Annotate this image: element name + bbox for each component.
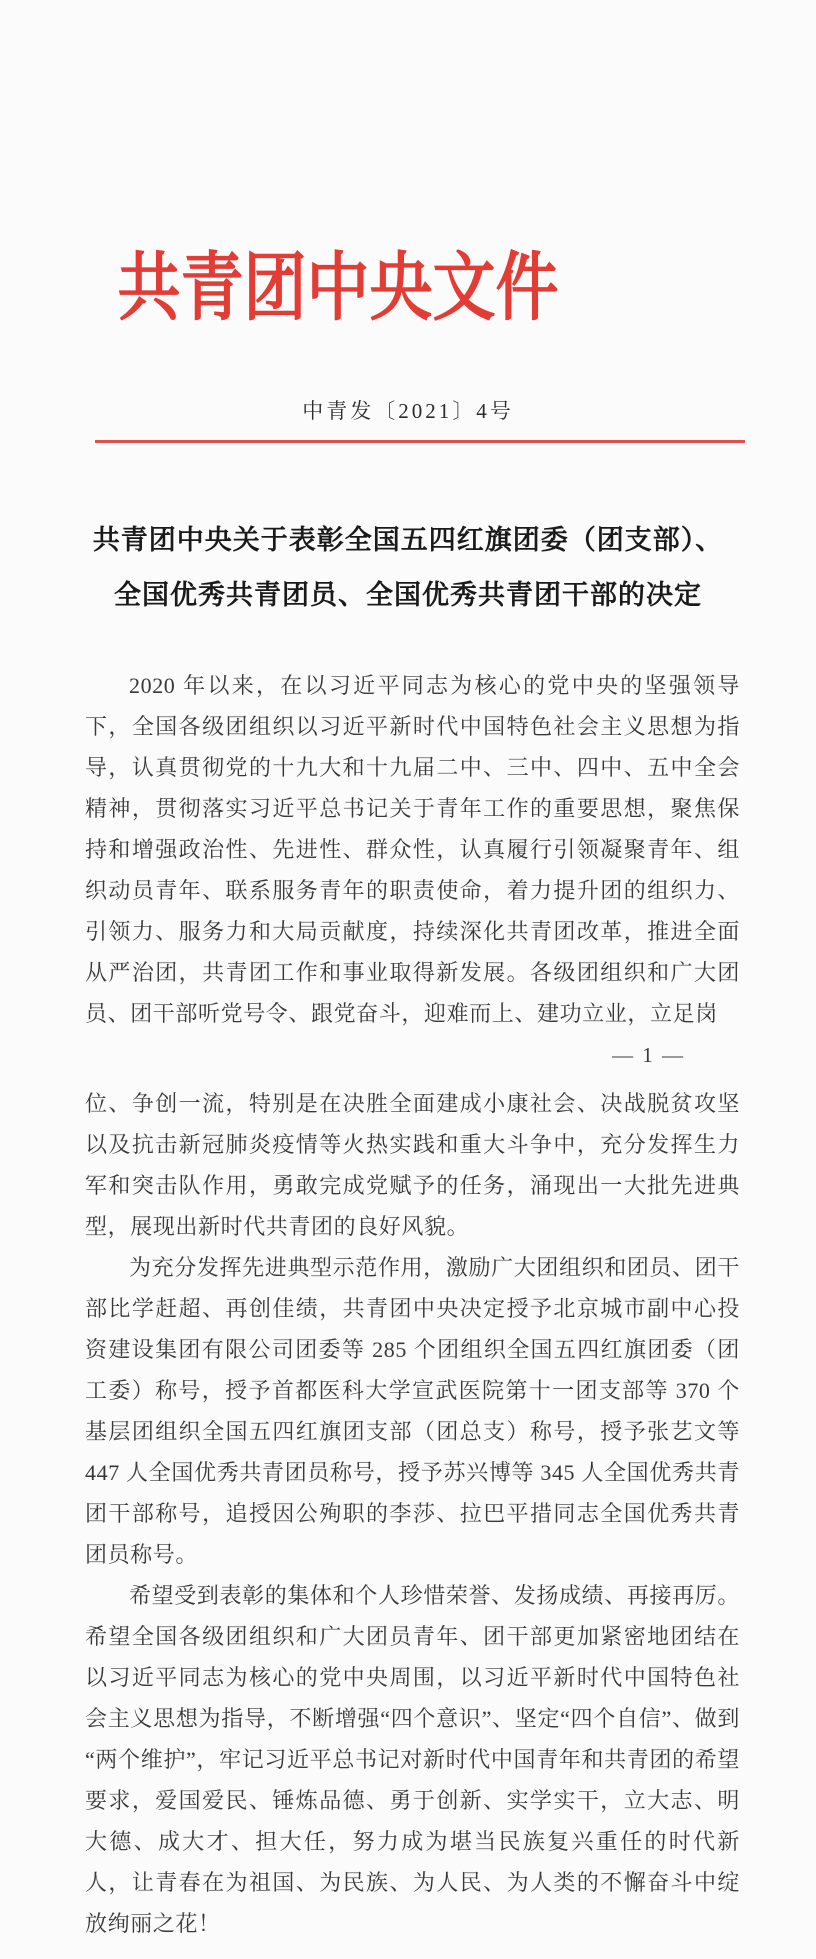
red-divider-line [95, 440, 745, 443]
letterhead-title: 共青团中央文件 [117, 246, 559, 330]
document-title-line2: 全国优秀共青团员、全国优秀共青团干部的决定 [114, 580, 702, 610]
body-paragraph-1-continued: 位、争创一流，特别是在决胜全面建成小康社会、决战脱贫攻坚以及抗击新冠肺炎疫情等火热实践和重大斗争中，充分发挥生力军和突击队作用，勇敢完成党赋予的任务，涌现出一大批先进典型，展现出新时代共青团的良好风貌。 [85, 1091, 740, 1239]
body-paragraph-2: 为充分发挥先进典型示范作用，激励广大团组织和团员、团干部比学赶超、再创佳绩，共青团中央决定授予北京城市副中心投资建设集团有限公司团委等 285 个团组织全国五四红旗团委（团工委）称号，授予首都医科大学宣武医院第十一团支部等 370 个基层团组织全国五四红旗团支部（团总支）称号，授予张艺文等 447 人全国优秀共青团员称号，授予苏兴博等 345 人全国优秀共青团干部称号，追授因公殉职的李莎、拉巴平措同志全国优秀共青团员称号。 [85, 1255, 740, 1567]
document-title [40, 513, 776, 623]
body-paragraph-3: 希望受到表彰的集体和个人珍惜荣誉、发扬成绩、再接再厉。希望全国各级团组织和广大团员青年、团干部更加紧密地团结在以习近平同志为核心的党中央周围，以习近平新时代中国特色社会主义思想为指导，不断增强“四个意识”、坚定“四个自信”、做到“两个维护”，牢记习近平总书记对新时代中国青年和共青团的希望要求，爱国爱民、锤炼品德、勇于创新、实学实干，立大志、明大德、成大才、担大任，努力成为堪当民族复兴重任的时代新人，让青春在为祖国、为民族、为人民、为人类的不懈奋斗中绽放绚丽之花！ [85, 1583, 740, 1936]
page-number-1: — 1 — [612, 1043, 685, 1067]
document-number: 中青发〔2021〕4号 [302, 399, 514, 423]
body-paragraph-1-page1: 2020 年以来，在以习近平同志为核心的党中央的坚强领导下，全国各级团组织以习近平新时代中国特色社会主义思想为指导，认真贯彻党的十九大和十九届二中、三中、四中、五中全会精神，贯彻落实习近平总书记关于青年工作的重要思想，聚焦保持和增强政治性、先进性、群众性，认真履行引领凝聚青年、组织动员青年、联系服务青年的职责使命，着力提升团的组织力、引领力、服务力和大局贡献度，持续深化共青团改革，推进全面从严治团，共青团工作和事业取得新发展。各级团组织和广大团员、团干部听党号令、跟党奋斗，迎难而上、建功立业，立足岗 [85, 673, 740, 1026]
document-title-line1: 共青团中央关于表彰全国五四红旗团委（团支部）、 [92, 525, 724, 555]
document-body [85, 665, 740, 1944]
